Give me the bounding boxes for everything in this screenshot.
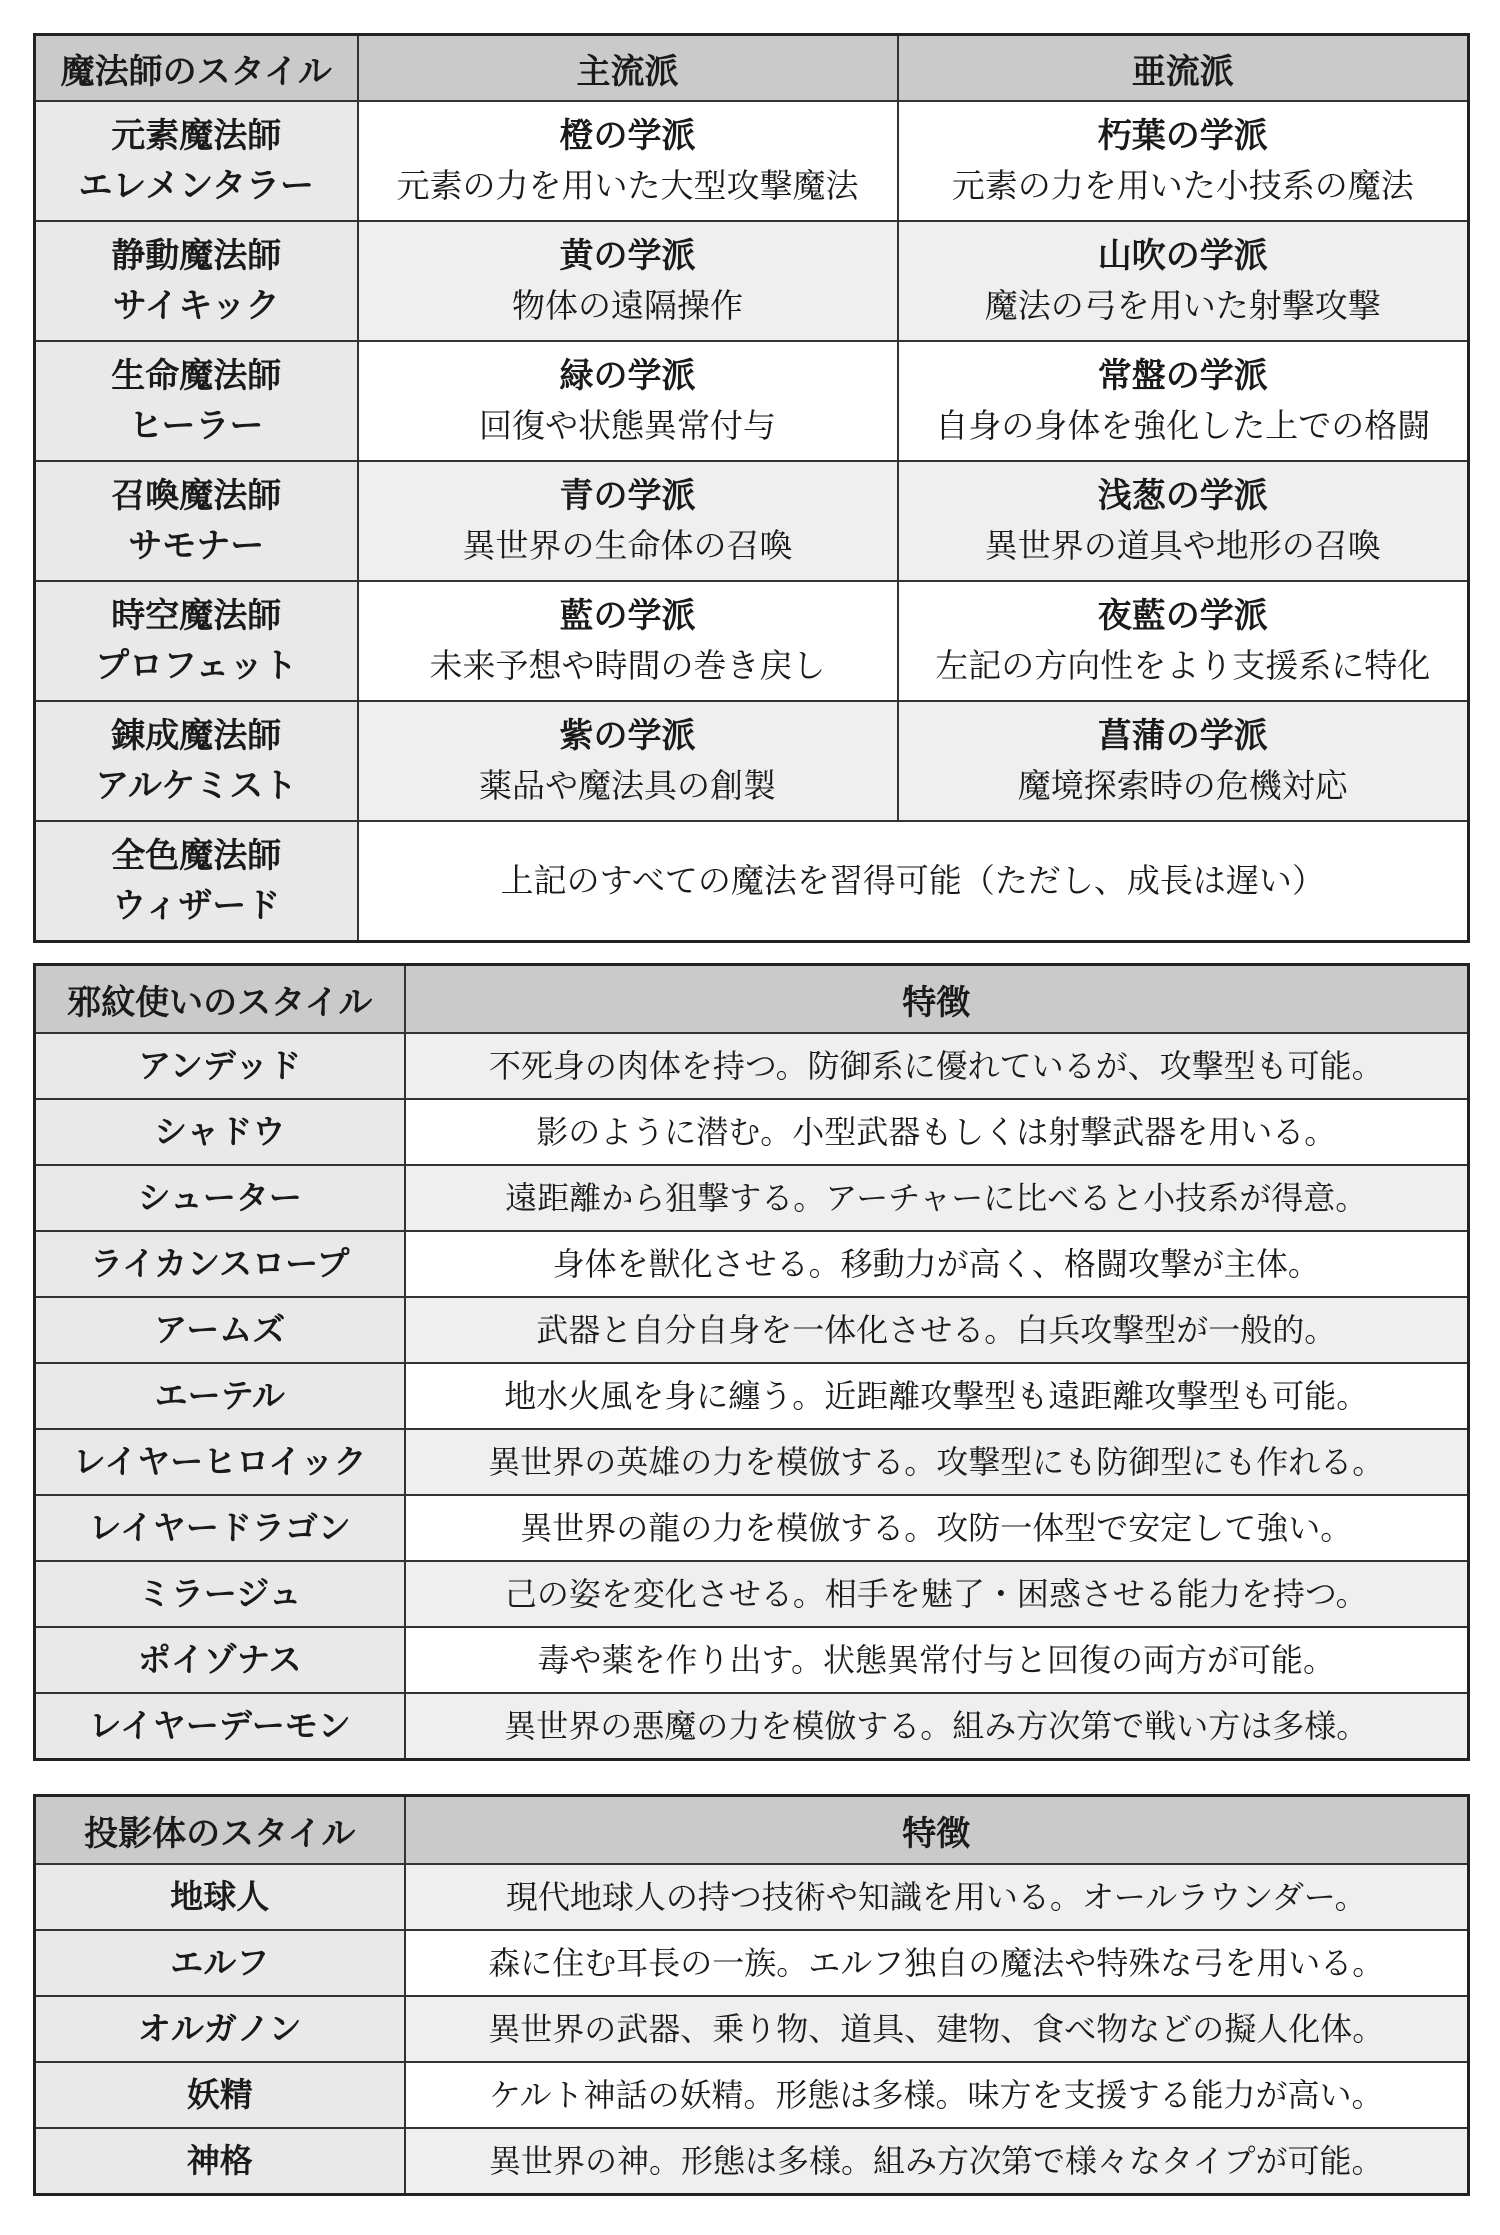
table-row [35,1996,1469,2062]
sub-school-cell: 常盤の学派 自身の身体を強化した上での格闘 [898,341,1469,461]
main-school-cell: 藍の学派 未来予想や時間の巻き戻し [358,581,898,701]
sub-school-cell: 山吹の学派 魔法の弓を用いた射撃攻撃 [898,221,1469,341]
style-desc: 遠距離から狙撃する。アーチャーに比べると小技系が得意。 [405,1165,1469,1231]
table-row [35,101,1469,221]
mage-name: 錬成魔法師 アルケミスト [35,701,358,821]
projection-style-table [33,1794,1470,2196]
table-row [35,701,1469,821]
table-row [35,1363,1469,1429]
table-row [35,821,1469,942]
table-row [35,2128,1469,2195]
jamon-header-feature: 特徴 [405,965,1469,1034]
style-name: レイヤードラゴン [35,1495,405,1561]
style-name: アンデッド [35,1033,405,1099]
mage-header-style: 魔法師のスタイル [35,35,358,102]
main-school-cell: 橙の学派 元素の力を用いた大型攻撃魔法 [358,101,898,221]
sub-school-cell: 浅葱の学派 異世界の道具や地形の召喚 [898,461,1469,581]
style-desc: 武器と自分自身を一体化させる。白兵攻撃型が一般的。 [405,1297,1469,1363]
style-desc: ケルト神話の妖精。形態は多様。味方を支援する能力が高い。 [405,2062,1469,2128]
mage-name: 召喚魔法師 サモナー [35,461,358,581]
style-name: 地球人 [35,1864,405,1930]
table-row [35,581,1469,701]
table-row [35,1033,1469,1099]
style-desc: 異世界の神。形態は多様。組み方次第で様々なタイプが可能。 [405,2128,1469,2195]
style-desc: 毒や薬を作り出す。状態異常付与と回復の両方が可能。 [405,1627,1469,1693]
projection-header-row [35,1796,1469,1865]
table-row [35,1561,1469,1627]
mage-name: 元素魔法師 エレメンタラー [35,101,358,221]
table-row [35,1627,1469,1693]
table-row [35,1297,1469,1363]
table-row [35,1099,1469,1165]
style-desc: 異世界の悪魔の力を模倣する。組み方次第で戦い方は多様。 [405,1693,1469,1760]
main-school-cell: 青の学派 異世界の生命体の召喚 [358,461,898,581]
jamon-header-row [35,965,1469,1034]
style-name: レイヤーヒロイック [35,1429,405,1495]
style-desc: 現代地球人の持つ技術や知識を用いる。オールラウンダー。 [405,1864,1469,1930]
style-name: エルフ [35,1930,405,1996]
mage-name: 生命魔法師 ヒーラー [35,341,358,461]
sub-school-cell: 夜藍の学派 左記の方向性をより支援系に特化 [898,581,1469,701]
table-row [35,1231,1469,1297]
main-school-cell: 紫の学派 薬品や魔法具の創製 [358,701,898,821]
mage-name: 全色魔法師 ウィザード [35,821,358,942]
table-row [35,2062,1469,2128]
main-school-cell: 黄の学派 物体の遠隔操作 [358,221,898,341]
style-name: ミラージュ [35,1561,405,1627]
mage-header-main: 主流派 [358,35,898,102]
projection-header-style: 投影体のスタイル [35,1796,405,1865]
table-row [35,1930,1469,1996]
style-name: ライカンスロープ [35,1231,405,1297]
table-row [35,341,1469,461]
style-name: オルガノン [35,1996,405,2062]
mage-header-row [35,35,1469,102]
style-desc: 異世界の英雄の力を模倣する。攻撃型にも防御型にも作れる。 [405,1429,1469,1495]
style-desc: 異世界の龍の力を模倣する。攻防一体型で安定して強い。 [405,1495,1469,1561]
table-row [35,1693,1469,1760]
table-row [35,461,1469,581]
style-name: シューター [35,1165,405,1231]
wizard-desc: 上記のすべての魔法を習得可能（ただし、成長は遅い） [358,821,1469,942]
main-school-cell: 緑の学派 回復や状態異常付与 [358,341,898,461]
table-row [35,1429,1469,1495]
style-desc: 影のように潜む。小型武器もしくは射撃武器を用いる。 [405,1099,1469,1165]
style-name: レイヤーデーモン [35,1693,405,1760]
mage-header-sub: 亜流派 [898,35,1469,102]
style-name: 神格 [35,2128,405,2195]
sub-school-cell: 朽葉の学派 元素の力を用いた小技系の魔法 [898,101,1469,221]
style-desc: 身体を獣化させる。移動力が高く、格闘攻撃が主体。 [405,1231,1469,1297]
table-row [35,1165,1469,1231]
table-row [35,1864,1469,1930]
mage-name: 静動魔法師 サイキック [35,221,358,341]
jamon-header-style: 邪紋使いのスタイル [35,965,405,1034]
table-row [35,221,1469,341]
style-desc: 地水火風を身に纏う。近距離攻撃型も遠距離攻撃型も可能。 [405,1363,1469,1429]
projection-header-feature: 特徴 [405,1796,1469,1865]
jamon-style-table [33,963,1470,1761]
sub-school-cell: 菖蒲の学派 魔境探索時の危機対応 [898,701,1469,821]
style-name: アームズ [35,1297,405,1363]
mage-name: 時空魔法師 プロフェット [35,581,358,701]
style-desc: 己の姿を変化させる。相手を魅了・困惑させる能力を持つ。 [405,1561,1469,1627]
style-desc: 異世界の武器、乗り物、道具、建物、食べ物などの擬人化体。 [405,1996,1469,2062]
style-desc: 森に住む耳長の一族。エルフ独自の魔法や特殊な弓を用いる。 [405,1930,1469,1996]
mage-style-table [33,33,1470,943]
style-desc: 不死身の肉体を持つ。防御系に優れているが、攻撃型も可能。 [405,1033,1469,1099]
table-row [35,1495,1469,1561]
style-name: ポイゾナス [35,1627,405,1693]
style-name: シャドウ [35,1099,405,1165]
style-name: エーテル [35,1363,405,1429]
style-name: 妖精 [35,2062,405,2128]
